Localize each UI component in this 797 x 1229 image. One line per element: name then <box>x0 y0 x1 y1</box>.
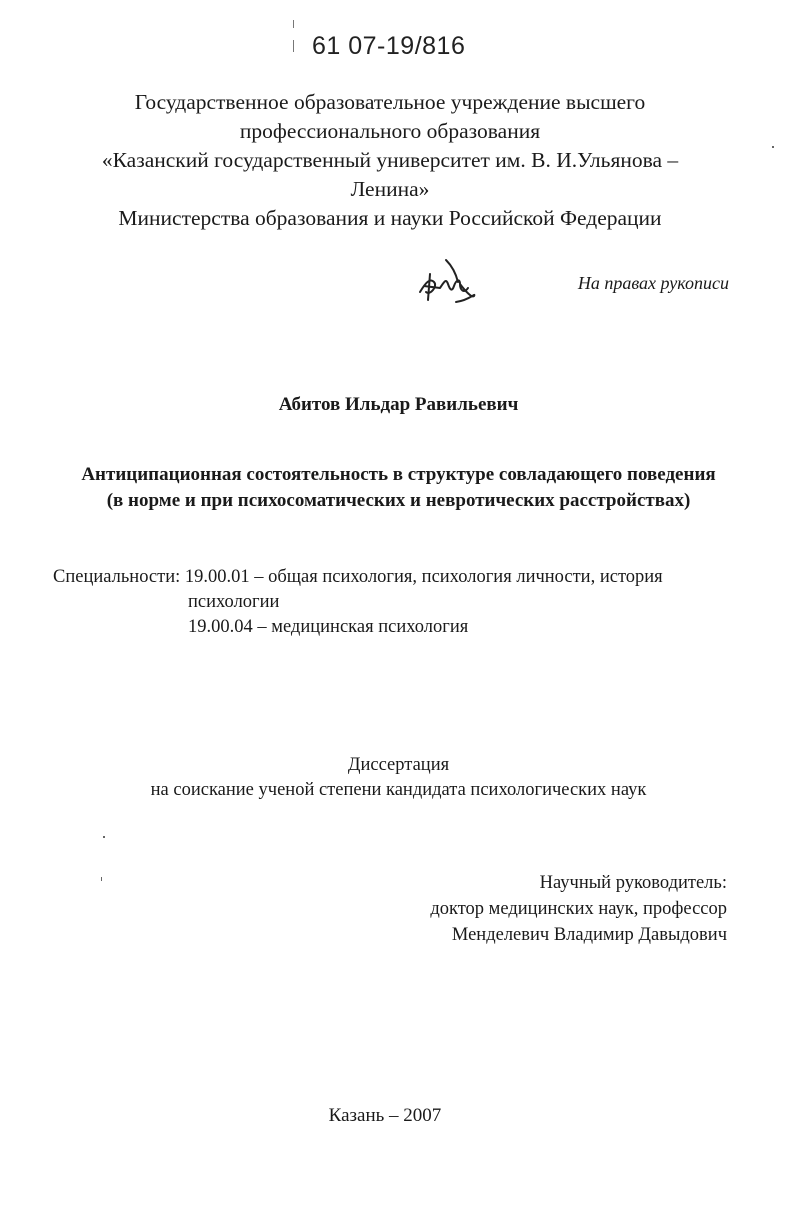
institution-line: Государственное образовательное учреждение высшего <box>134 90 646 114</box>
scan-mark <box>293 40 294 52</box>
specialty-1-continuation: психологии <box>188 592 280 612</box>
specialty-1: 19.00.01 – общая психология, психология личности, история <box>184 567 663 587</box>
scan-speck <box>101 877 102 881</box>
supervisor-block <box>327 870 727 948</box>
supervisor-label: Научный руководитель: <box>539 873 727 893</box>
scan-speck <box>772 146 774 148</box>
degree-type: Диссертация <box>347 755 450 775</box>
handwritten-signature <box>416 252 478 310</box>
scan-mark <box>293 20 294 28</box>
specialties-block <box>53 565 753 640</box>
specialty-2: 19.00.04 – медицинская психология <box>188 617 469 637</box>
city-year: Казань – 2007 <box>328 1105 442 1126</box>
specialties-label: Специальности: <box>53 567 181 587</box>
rights-note: На правах рукописи <box>577 273 729 293</box>
degree-purpose: на соискание ученой степени кандидата психологических наук <box>150 780 647 800</box>
title-line: (в норме и при психосоматических и невротических расстройствах) <box>106 490 691 511</box>
scan-speck <box>103 836 105 838</box>
author-name: Абитов Ильдар Равильевич <box>278 394 519 415</box>
institution-line: Ленина» <box>350 177 430 201</box>
dissertation-title <box>20 462 777 514</box>
institution-line: профессионального образования <box>239 119 541 143</box>
institution-header <box>40 88 740 233</box>
supervisor-name: Менделевич Владимир Давыдович <box>451 925 727 945</box>
title-line: Антиципационная состоятельность в структуре совладающего поведения <box>81 464 716 485</box>
archive-code: 61 07-19/816 <box>312 32 466 60</box>
institution-line: Министерства образования и науки Российской Федерации <box>118 206 662 230</box>
supervisor-credentials: доктор медицинских наук, профессор <box>430 899 727 919</box>
specialty-row <box>53 565 753 590</box>
degree-block <box>20 753 777 803</box>
institution-line: «Казанский государственный университет им. В. И.Ульянова – <box>101 148 679 172</box>
